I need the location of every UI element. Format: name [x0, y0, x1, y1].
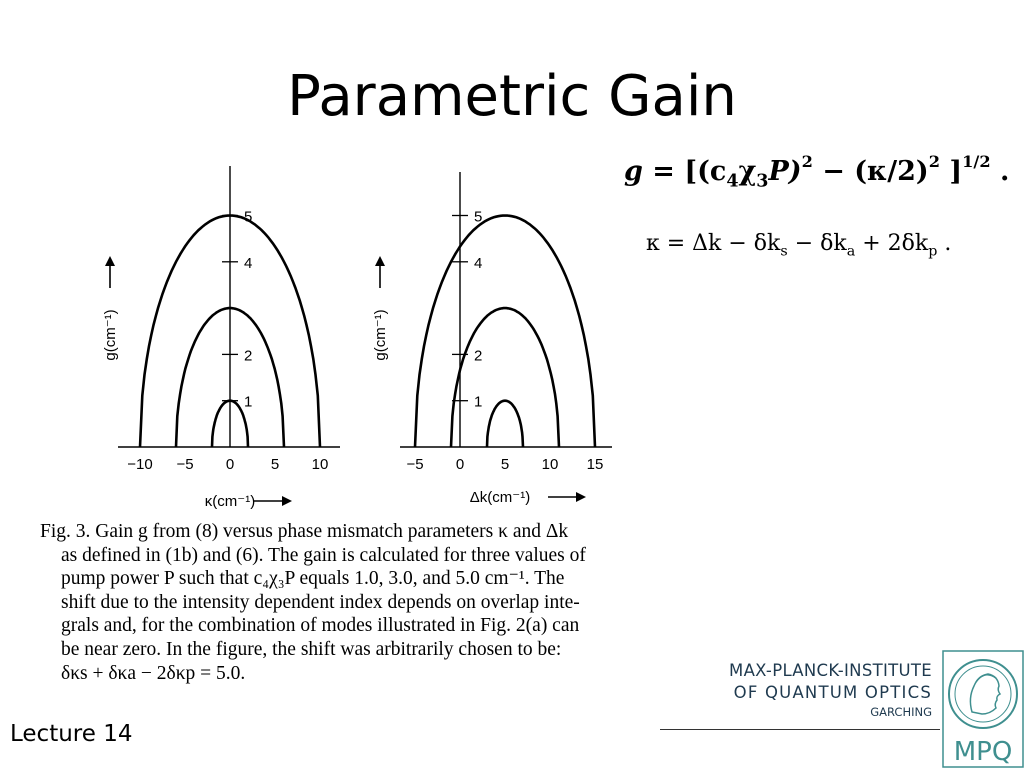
figure-caption: [40, 520, 690, 685]
gain-eq-lhs: g: [624, 156, 643, 187]
x-tick-label: 10: [541, 456, 559, 473]
gain-curve: [487, 401, 523, 447]
gain-curve: [415, 216, 595, 448]
y-tick-label: 5: [474, 208, 483, 226]
gain-eq-chi: χ: [738, 156, 757, 187]
footer-divider: [660, 729, 940, 730]
caption-line: grals and, for the combination of modes illustrated in Fig. 2(a) can: [61, 615, 580, 637]
mpq-logo: [942, 650, 1024, 768]
slide-title: Parametric Gain: [287, 64, 737, 129]
kappa-eq-sub: p: [928, 243, 938, 260]
caption-line: shift due to the intensity dependent index depends on overlap inte-: [61, 591, 580, 613]
kappa-eq-sub: a: [846, 243, 856, 260]
lecture-label: Lecture 14: [10, 721, 133, 747]
y-tick-label: 4: [474, 254, 483, 272]
y-tick-label: 5: [244, 208, 253, 226]
x-arrowhead-icon: [282, 496, 292, 506]
x-tick-label: 10: [311, 456, 329, 473]
gain-eq-sub: 3: [756, 171, 769, 192]
gain-eq-part: ]: [939, 156, 963, 187]
gain-eq-sup: 2: [801, 152, 813, 171]
caption-line: as defined in (1b) and (6). The gain is calculated for three values of: [61, 544, 586, 566]
caption-line: pump power P such that c₄χ₃P equals 1.0, 3.0, and 5.0 cm⁻¹. The: [61, 568, 565, 590]
gain-eq-end: .: [990, 156, 1010, 187]
caption-line: be near zero. In the figure, the shift was arbitrarily chosen to be:: [61, 638, 562, 660]
kappa-eq-part: + 2δk: [855, 231, 929, 256]
minerva-seal-icon: [949, 660, 1017, 728]
kappa-equation: [646, 231, 951, 259]
right-plot: [372, 172, 612, 506]
y-tick-label: 2: [244, 347, 253, 365]
gain-eq-part: − (κ/2): [812, 156, 929, 187]
gain-equation: $g = [(c_4\chi_3P)^2 - (\kappa/2)^2$ ]$^{1/2}$ .: [624, 152, 1010, 192]
gain-eq-exp: 1/2: [962, 152, 991, 171]
gain-curve: [451, 308, 559, 447]
y-tick-label: 1: [244, 393, 253, 411]
y-tick-label: 1: [474, 393, 483, 411]
x-arrowhead-icon: [576, 492, 586, 502]
x-tick-label: 15: [586, 456, 604, 473]
gain-eq-sup: 2: [928, 152, 940, 171]
kappa-eq-sub: s: [780, 243, 788, 260]
kappa-eq-part: κ = Δk − δk: [646, 231, 781, 256]
y-arrowhead-icon: [105, 256, 115, 266]
x-axis-label: Δk(cm⁻¹): [469, 489, 531, 506]
kappa-eq-end: .: [937, 231, 952, 256]
y-arrowhead-icon: [375, 256, 385, 266]
gain-eq-sub: 4: [726, 171, 739, 192]
mpq-text: MPQ: [953, 737, 1013, 767]
institute-name: [729, 660, 932, 720]
minerva-head-icon: [970, 674, 1000, 714]
x-tick-label: 5: [270, 456, 280, 473]
x-axis-label: κ(cm⁻¹): [204, 493, 256, 510]
gain-eq-p: P): [768, 156, 802, 187]
x-tick-label: 0: [455, 456, 465, 473]
institute-line: GARCHING: [870, 705, 932, 719]
y-tick-label: 4: [244, 254, 253, 272]
left-plot: [102, 166, 340, 510]
x-tick-label: −10: [127, 456, 153, 473]
x-tick-label: 5: [500, 456, 510, 473]
institute-line: OF QUANTUM OPTICS: [733, 683, 932, 702]
helmet-crest-icon: [976, 675, 996, 682]
y-axis-label: g(cm⁻¹): [102, 309, 119, 361]
x-tick-label: −5: [176, 456, 194, 473]
y-axis-label: g(cm⁻¹): [372, 309, 389, 361]
institute-line: MAX-PLANCK-INSTITUTE: [729, 661, 932, 680]
kappa-eq-part: − δk: [787, 231, 847, 256]
gain-eq-part: [(c: [684, 156, 727, 187]
x-tick-label: 0: [225, 456, 235, 473]
y-tick-label: 2: [474, 347, 483, 365]
x-tick-label: −5: [406, 456, 424, 473]
caption-line: Fig. 3. Gain g from (8) versus phase mismatch parameters κ and Δk: [40, 521, 569, 542]
caption-line: δκs + δκa − 2δκp = 5.0.: [61, 662, 246, 684]
